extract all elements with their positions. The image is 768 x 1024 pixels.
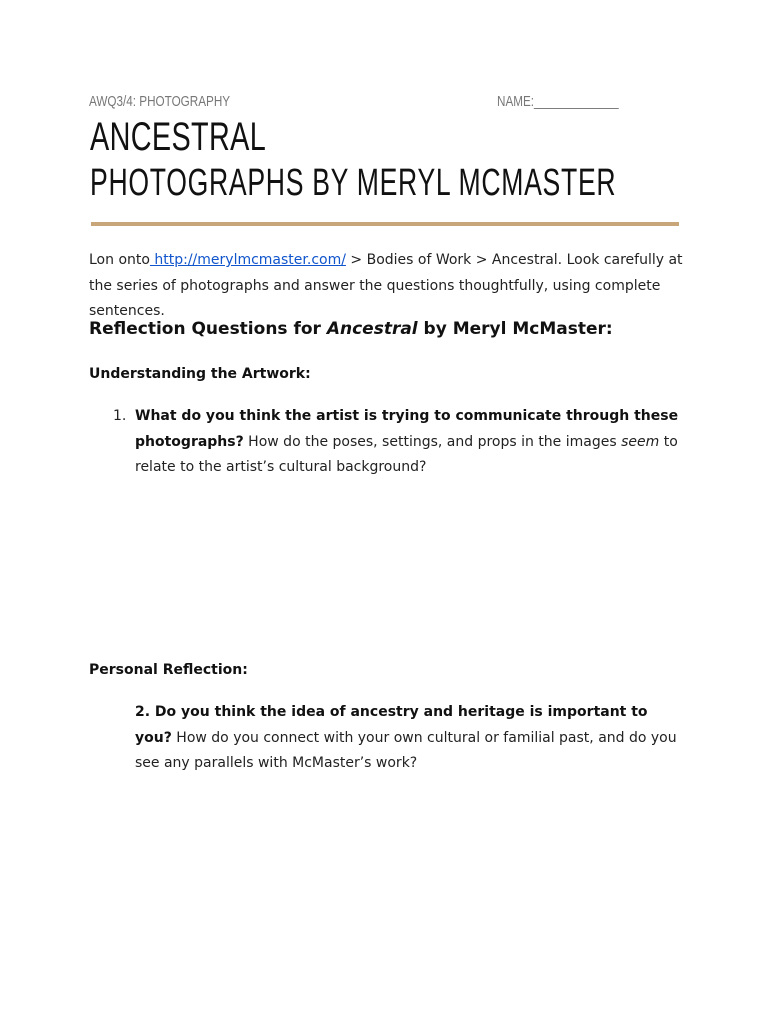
page-title: ANCESTRAL	[90, 115, 267, 159]
intro-prefix: Lon onto	[89, 252, 150, 268]
question-1-bold: What do you think the artist is trying to communicate through these photographs?	[135, 408, 679, 450]
intro-suffix: > Bodies of Work > Ancestral. Look carefully at the series of photographs and answer the questions thoughtfully, using complete sentences.	[89, 252, 683, 319]
intro-paragraph	[89, 248, 689, 325]
artist-website-link[interactable]: http://merylmcmaster.com/	[149, 252, 346, 268]
name-field: NAME:_____________	[497, 93, 619, 110]
question-1-italic: seem	[621, 433, 660, 450]
reflection-heading-title: Ancestral	[326, 319, 418, 339]
question-2-text: How do you connect with your own cultural or familial past, and do you see any parallels with McMaster’s work?	[135, 729, 677, 771]
course-label: AWQ3/4: PHOTOGRAPHY	[89, 93, 231, 110]
question-2-bold: 2. Do you think the idea of ancestry and heritage is important to you?	[135, 704, 648, 746]
reflection-heading	[89, 319, 613, 339]
question-1	[135, 404, 680, 481]
reflection-heading-prefix: Reflection Questions for	[89, 319, 327, 339]
question-1-text: How do the poses, settings, and props in the images	[243, 433, 622, 450]
divider-rule	[91, 222, 679, 226]
section-label-understanding: Understanding the Artwork:	[89, 366, 311, 382]
reflection-heading-suffix: by Meryl McMaster:	[417, 319, 613, 339]
question-1-text-end: to relate to the artist’s cultural background?	[135, 433, 678, 475]
page-subtitle: PHOTOGRAPHS BY MERYL MCMASTER	[90, 162, 617, 204]
section-label-personal: Personal Reflection:	[89, 662, 248, 678]
question-1-number: 1.	[113, 408, 127, 424]
question-2	[135, 700, 680, 777]
